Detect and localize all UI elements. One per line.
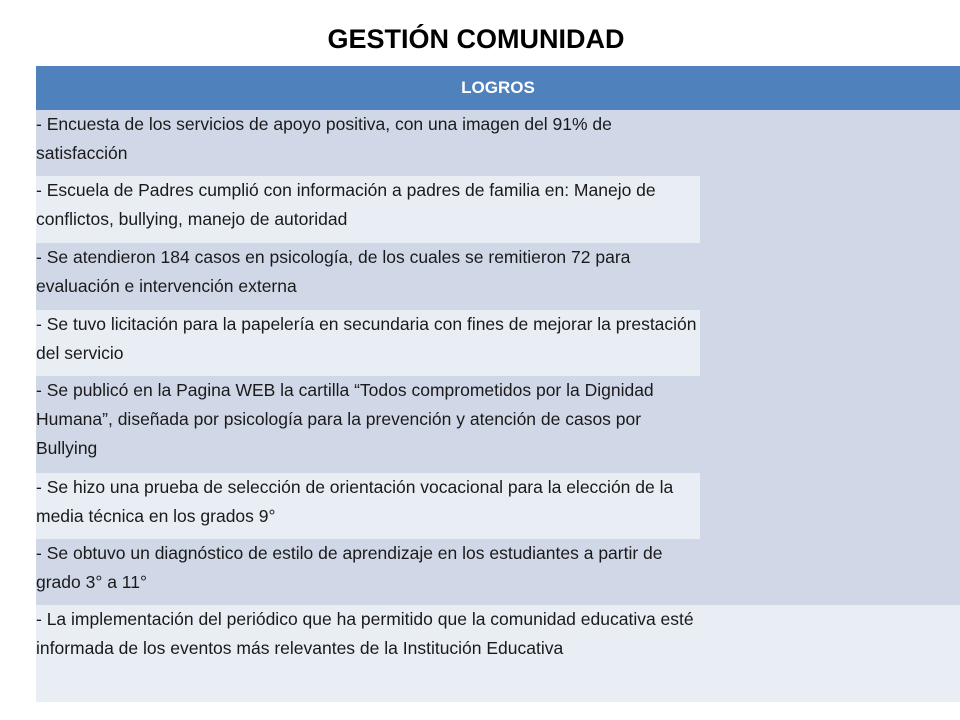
table-cell: - Se hizo una prueba de selección de orientación vocacional para la elección de la media técnica en los grados 9° <box>36 473 700 539</box>
table-cell: - Se obtuvo un diagnóstico de estilo de aprendizaje en los estudiantes a partir de grado 3° a 11° <box>36 539 700 605</box>
table-side-cell <box>700 110 960 605</box>
table-row <box>36 110 960 176</box>
page-title: GESTIÓN COMUNIDAD <box>327 24 625 54</box>
table-cell: - Se publicó en la Pagina WEB la cartilla “Todos comprometidos por la Dignidad Humana”, diseñada por psicología para la prevención y atención de casos por Bullying <box>36 376 700 473</box>
table-cell: - La implementación del periódico que ha permitido que la comunidad educativa esté informada de los eventos más relevantes de la Institución Educativa <box>36 605 700 702</box>
table-row <box>36 605 960 702</box>
table-header-row <box>36 66 960 110</box>
table-header-logros: LOGROS <box>36 66 960 110</box>
table-side-cell <box>700 605 960 702</box>
achievements-table <box>36 66 960 702</box>
table-cell: - Escuela de Padres cumplió con información a padres de familia en: Manejo de conflictos, bullying, manejo de autoridad <box>36 176 700 243</box>
table-cell: - Se tuvo licitación para la papelería en secundaria con fines de mejorar la prestación del servicio <box>36 310 700 376</box>
table-cell: - Encuesta de los servicios de apoyo positiva, con una imagen del 91% de satisfacción <box>36 110 700 176</box>
table-cell: - Se atendieron 184 casos en psicología, de los cuales se remitieron 72 para evaluación e intervención externa <box>36 243 700 310</box>
